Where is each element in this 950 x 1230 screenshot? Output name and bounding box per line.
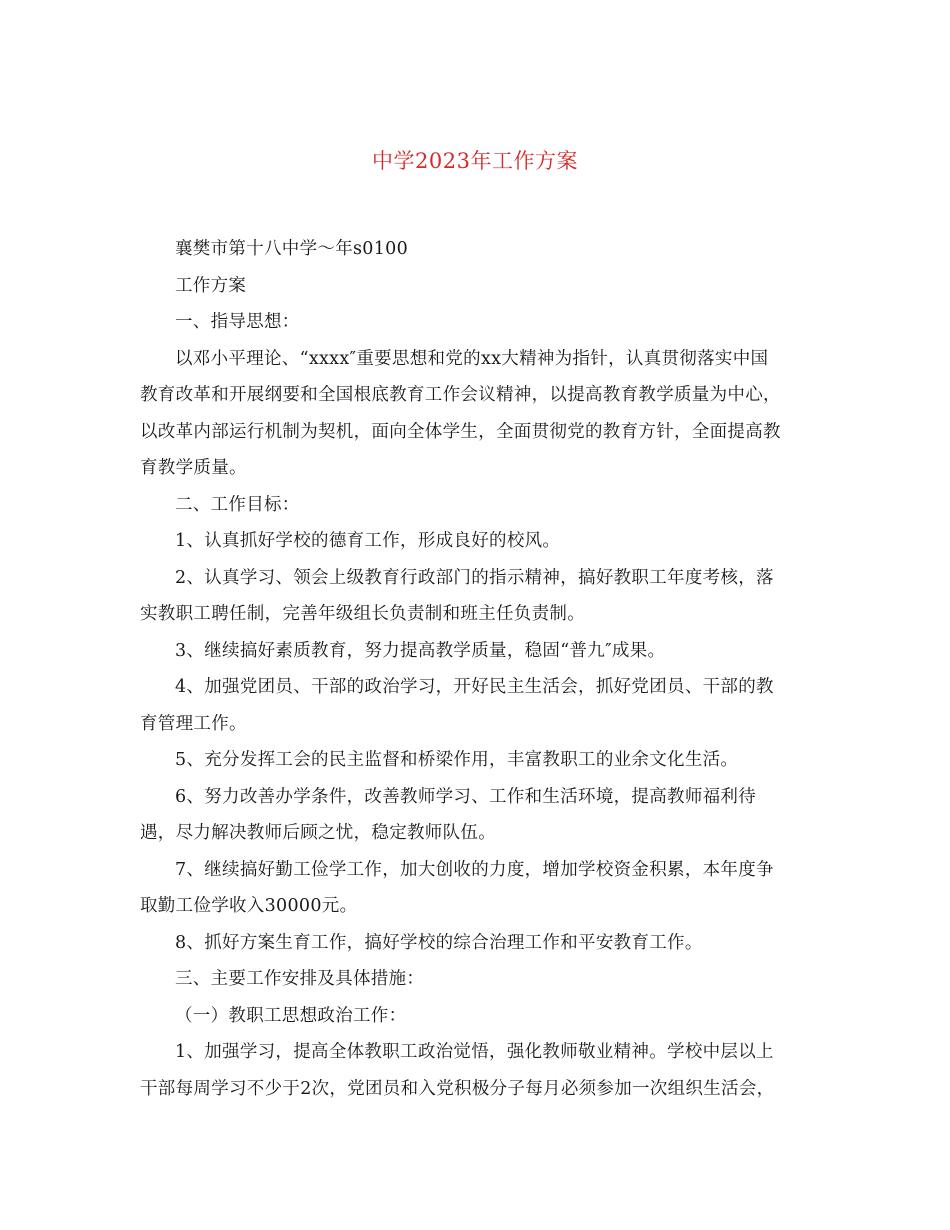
paragraph-line: 襄樊市第十八中学～年s0100: [175, 239, 409, 259]
paragraph-line: 以邓小平理论、“xxxx″重要思想和党的xx大精神为指针，认真贯彻落实中国: [175, 348, 769, 369]
paragraph: [140, 1034, 812, 1107]
paragraph-line: 三、主要工作安排及具体措施：: [175, 969, 425, 989]
paragraph: [140, 304, 812, 341]
paragraph-line: 8、抓好方案生育工作，搞好学校的综合治理工作和平安教育工作。: [175, 932, 703, 953]
paragraph: [140, 523, 812, 560]
paragraph-line: 育管理工作。: [140, 713, 247, 734]
paragraph-line: 二、工作目标：: [175, 494, 300, 515]
paragraph: [140, 669, 812, 742]
paragraph-line: 教育改革和开展纲要和全国根底教育工作会议精神，以提高教育教学质量为中心，: [140, 385, 781, 405]
paragraph: [140, 925, 812, 962]
paragraph-line: 4、加强党团员、干部的政治学习，开好民主生活会，抓好党团员、干部的教: [175, 677, 774, 697]
paragraph: [140, 231, 812, 268]
paragraph: [140, 633, 812, 670]
paragraph: [140, 560, 812, 633]
paragraph-line: 育教学质量。: [140, 458, 247, 478]
paragraph-line: 干部每周学习不少于2次，党团员和入党积极分子每月必须参加一次组织生活会，: [140, 1078, 775, 1099]
paragraph-line: 实教职工聘任制，完善年级组长负责制和班主任负责制。: [140, 604, 585, 624]
paragraph-line: 一、指导思想：: [175, 312, 300, 332]
paragraph-line: 1、认真抓好学校的德育工作，形成良好的校风。: [175, 531, 561, 551]
document-body: [140, 231, 812, 1107]
paragraph-line: （一）教职工思想政治工作：: [175, 1005, 407, 1026]
paragraph-line: 1、加强学习，提高全体教职工政治觉悟，强化教师敬业精神。学校中层以上: [175, 1042, 774, 1062]
paragraph: [140, 268, 812, 305]
paragraph: [140, 742, 812, 779]
document-title: 中学2023年工作方案: [372, 149, 578, 173]
paragraph: [140, 852, 812, 925]
paragraph-line: 3、继续搞好素质教育，努力提高教学质量，稳固“普九″成果。: [175, 640, 666, 661]
paragraph-line: 取勤工俭学收入30000元。: [140, 896, 358, 916]
paragraph-line: 以改革内部运行机制为契机，面向全体学生，全面贯彻党的教育方针，全面提高教: [140, 421, 781, 442]
paragraph: [140, 998, 812, 1035]
paragraph: [140, 779, 812, 852]
paragraph-line: 6、努力改善办学条件，改善教师学习、工作和生活环境，提高教师福利待: [175, 786, 757, 807]
paragraph-line: 遇，尽力解决教师后顾之忧，稳定教师队伍。: [140, 823, 496, 843]
paragraph: [140, 341, 812, 487]
paragraph-line: 2、认真学习、领会上级教育行政部门的指示精神，搞好教职工年度考核，落: [175, 567, 774, 588]
paragraph-line: 5、充分发挥工会的民主监督和桥梁作用，丰富教职工的业余文化生活。: [175, 750, 739, 770]
paragraph-line: 工作方案: [175, 275, 247, 296]
paragraph-line: 7、继续搞好勤工俭学工作，加大创收的力度，增加学校资金积累，本年度争: [175, 859, 774, 880]
paragraph: [140, 961, 812, 998]
paragraph: [140, 487, 812, 524]
